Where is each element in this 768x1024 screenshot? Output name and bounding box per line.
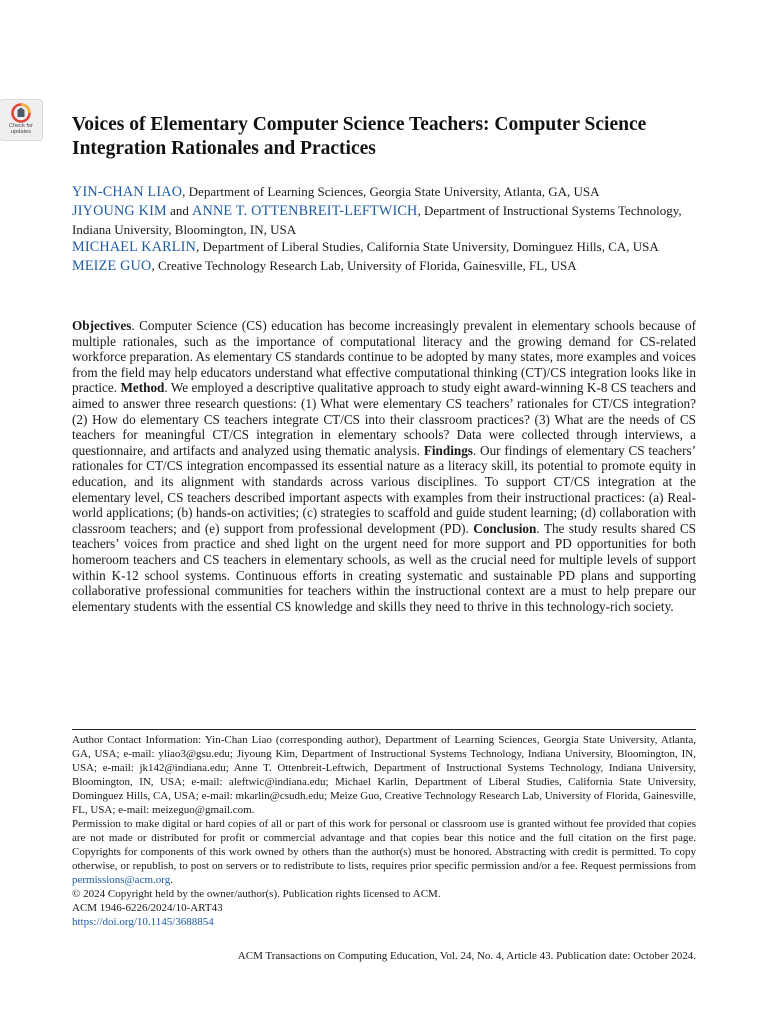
abstract <box>72 318 696 614</box>
author-name[interactable]: MICHAEL KARLIN <box>72 239 197 256</box>
author-line-1 <box>72 183 702 202</box>
paper-title: Voices of Elementary Computer Science Teachers: Computer Science Integration Rationales and Practices <box>72 114 647 159</box>
author-name[interactable]: ANNE T. OTTENBREIT-LEFTWICH <box>192 202 418 219</box>
permissions-email-link[interactable]: permissions@acm.org <box>72 874 171 886</box>
author-affiliation: , Creative Technology Research Lab, University of Florida, Gainesville, FL, USA <box>151 258 577 274</box>
doi-link[interactable]: https://doi.org/10.1145/3688854 <box>72 916 214 928</box>
author-affiliation: , Department of Liberal Studies, California State University, Dominguez Hills, CA, USA <box>196 239 659 255</box>
author-line-4 <box>72 257 702 276</box>
abstract-conclusion-label: Conclusion <box>473 520 537 536</box>
abstract-findings-text: . Our findings of elementary CS teachers’ rationales for CT/CS integration encompassed its essential nature as a literacy skill, its potential to promote equity in education, and its alignment with standards across various disciplines. To support CT/CS integration at the elementary level, CS teachers described important aspects with examples from their instructional practices: (a) Real-world applications; (b) hands-on activities; (c) strategies to scaffold and guide student learning; (d) collaboration with classroom teachers; and (e) support from professional development (PD). <box>72 442 696 536</box>
copyright-line: © 2024 Copyright held by the owner/author(s). Publication rights licensed to ACM. <box>72 888 441 900</box>
permission-text: Permission to make digital or hard copies of all or part of this work for personal or classroom use is granted without fee provided that copies are not made or distributed for profit or commercial advantage and that copies bear this notice and the full citation on the first page. Copyrights for components of this work owned by others than the author(s) must be honored. Abstracting with credit is permitted. To copy otherwise, or republish, to post on servers or to redistribute to lists, requires prior specific permission and/or a fee. Request permissions from <box>72 818 696 872</box>
abstract-method-label: Method <box>120 380 165 396</box>
badge-line-2: updates <box>11 129 31 135</box>
permission-notice <box>72 817 696 887</box>
check-for-updates-label <box>0 123 42 135</box>
abstract-method-text: . We employed a descriptive qualitative approach to study eight award-winning K-8 CS teachers and aimed to answer three research questions: (1) What were elementary CS teachers’ rationales for CT/CS integration? (2) How do elementary CS teachers integrate CT/CS into their classroom practices? (3) What are the needs of CS teachers for meaningful CT/CS integration in elementary schools? Data were collected through interviews, a questionnaire, and artifacts and analyzed using thematic analysis. <box>72 380 696 458</box>
author-line-3 <box>72 238 702 257</box>
running-footer: ACM Transactions on Computing Education, Vol. 24, No. 4, Article 43. Publication date: October 2024. <box>237 950 696 962</box>
author-contact-info: Author Contact Information: Yin-Chan Liao (corresponding author), Department of Learning Sciences, Georgia State University, Atlanta, GA, USA; e-mail: yliao3@gsu.edu; Jiyoung Kim, Department of Instructional Systems Technology, Indiana University, Bloomington, IN, USA; e-mail: jk142@indiana.edu; Anne T. Ottenbreit-Leftwich, Department of Instructional Systems Technology, Indiana University, Bloomington, IN, USA; e-mail: aleftwic@indiana.edu; Michael Karlin, Department of Liberal Studies, California State University, Dominguez Hills, CA, USA; e-mail: mkarlin@csudh.edu; Meize Guo, Creative Technology Research Lab, University of Florida, Gainesville, FL, USA; e-mail: meizeguo@gmail.com. <box>72 734 696 816</box>
author-name[interactable]: MEIZE GUO <box>72 258 152 275</box>
badge-line-1: Check for <box>9 123 33 129</box>
footnote-block <box>72 733 696 929</box>
abstract-objectives-label: Objectives <box>72 318 132 333</box>
author-name[interactable]: YIN-CHAN LIAO <box>72 184 183 200</box>
abstract-objectives-text: . Computer Science (CS) education has become increasingly prevalent in elementary schools because of multiple rationales, such as the importance of computational literacy and the growing demand for CS-related workforce preparation. As elementary CS standards continue to be adopted by many states, more examples and voices from the field may help educators understand what effective computational thinking (CT)/CS integration looks like in practice. <box>72 318 696 396</box>
author-conjunction: and <box>166 202 193 218</box>
author-affiliation: , Department of Learning Sciences, Georgia State University, Atlanta, GA, USA <box>182 184 600 199</box>
acm-identifier: ACM 1946-6226/2024/10-ART43 <box>72 902 223 914</box>
abstract-findings-label: Findings <box>423 442 473 458</box>
author-line-2 <box>72 202 702 239</box>
author-affiliation: , Department of Instructional Systems Technology, Indiana University, Bloomington, IN, USA <box>72 202 682 237</box>
author-list <box>72 183 702 276</box>
author-name[interactable]: JIYOUNG KIM <box>72 202 167 219</box>
check-for-updates-icon <box>11 103 31 123</box>
check-for-updates-badge[interactable] <box>0 100 42 140</box>
permission-end: . <box>170 874 173 886</box>
footnote-divider <box>72 729 696 730</box>
abstract-conclusion-text: . The study results shared CS teachers’ voices from practice and shed light on the urgent need for more support and PD opportunities for both homeroom teachers and CS teachers in elementary schools, as well as the crucial need for multiple levels of support within K-12 school systems. Continuous efforts in creating systematic and sustainable PD plans and supporting collaborative professional communities for teachers within the instructional context are a must to help prepare our elementary students with the essential CS knowledge and skills they need to thrive in this technology-rich society. <box>72 520 696 614</box>
